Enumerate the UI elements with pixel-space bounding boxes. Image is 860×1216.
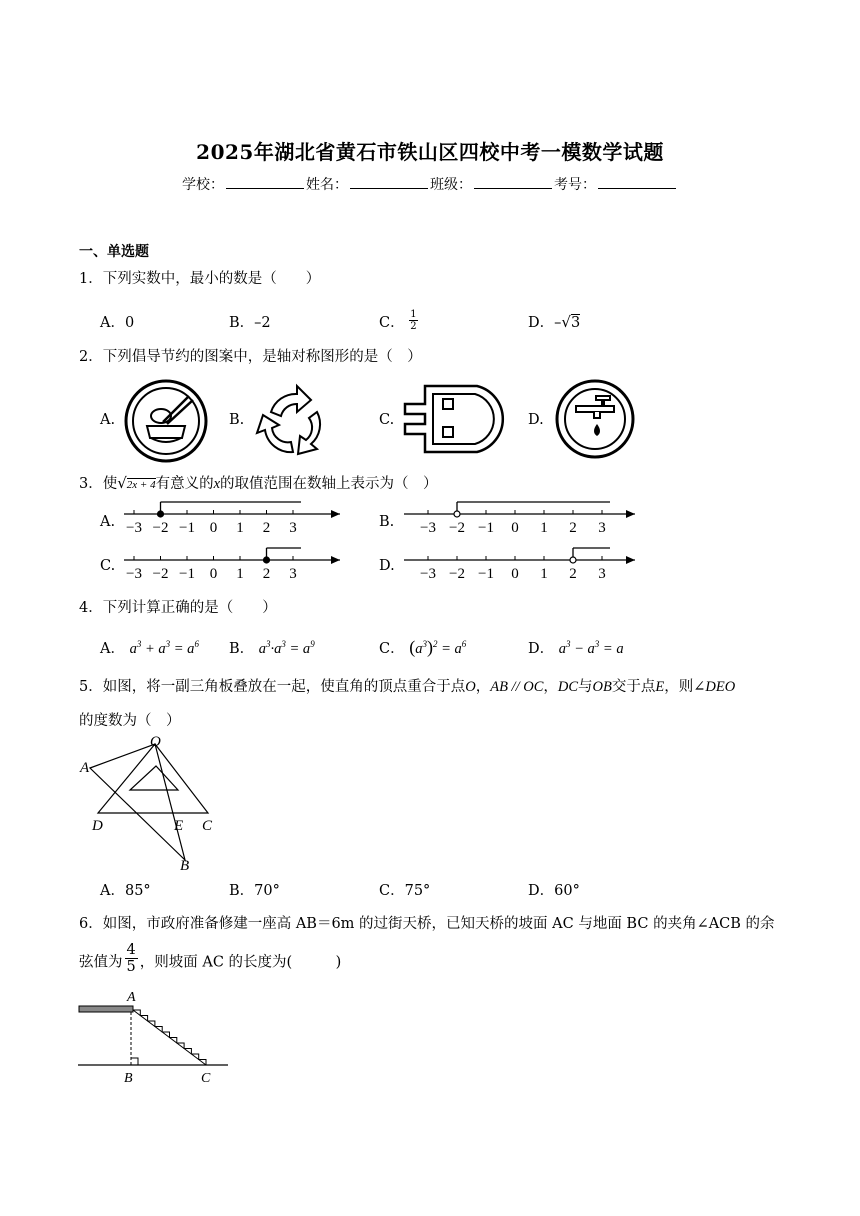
exp: 3 [136,639,142,650]
exp: 9 [310,639,315,650]
tick-label: 3 [289,566,297,582]
q6-stem-line2 [79,942,342,975]
q2-option-a: A. [100,412,116,428]
q4-stem: 4．下列计算正确的是（ ） [79,600,277,616]
tick-label: 0 [209,566,218,582]
q1-option-c-label: C． [379,315,405,331]
q4-option-b [229,637,315,658]
q4-option-c [379,637,466,658]
q1-option-d-label: D． [528,315,555,331]
label-e: E [174,818,184,834]
tick-label: −2 [152,566,169,582]
q6-frac-num: 4 [126,942,136,958]
q4-a-expr: $a^3 + a^3 = a^6$ [129,639,199,657]
solid-dot [264,557,270,563]
q4-d-label: D． [528,641,555,657]
tick-label: −3 [126,566,142,582]
label-b: B [180,858,190,874]
q1-radicand: 3 [570,315,581,331]
solid-dot [158,511,164,517]
q1-frac-num: 1 [410,308,417,320]
tick-label: 0 [511,520,519,536]
school-blank[interactable] [226,176,304,189]
label-d: D [92,818,103,834]
q2-option-c: C. [379,412,395,428]
axis-arrow-icon [626,510,635,518]
q6-frac-den: 5 [126,959,136,975]
q3-radicand: 2x + 4 [126,479,156,491]
q3-option-c: C. [100,558,116,574]
tick-label: −2 [152,520,169,536]
q1-fraction [409,309,417,332]
tick-label: 0 [209,520,218,536]
tick-label: −2 [449,566,465,582]
q1-option-d [528,311,580,332]
q5-point-o: O [465,679,476,695]
q5-option-c: C．75° [379,883,431,899]
q4-b-label: B． [229,641,255,657]
exp: 3 [281,639,286,650]
name-blank[interactable] [350,176,428,189]
q5-dc: DC [557,679,579,695]
q6-fraction [125,942,138,975]
tick-label: −1 [478,566,494,582]
q5-jiao: 交于点 [611,679,656,695]
tick-label: 2 [569,520,577,536]
q2-option-d: D. [528,412,544,428]
q4-option-a [100,637,199,658]
q2-icon-b [253,382,333,462]
q5-sep: ， [475,679,491,695]
axis-arrow-icon [331,556,340,564]
page-title: 2025年湖北省黄石市铁山区四校中考一模数学试题 [196,140,664,164]
school-label: 学校： [182,177,224,193]
label-c: C [202,818,213,834]
exp: 3 [266,639,271,650]
tick-label: −2 [449,520,465,536]
q2-icon-d [554,378,638,462]
q6-bridge-figure [76,988,236,1086]
exam-no-label: 考号： [554,177,596,193]
tick-label: −3 [126,520,142,536]
exp: 2 [432,639,438,650]
axis-arrow-icon [331,510,340,518]
q5-option-d: D．60° [528,883,580,899]
q4-c-expr: $(a^3)^2 = a^6$ [409,637,467,657]
q3-option-d: D. [379,558,395,574]
q5-option-b: B．70° [229,883,280,899]
exp: 3 [165,639,171,650]
q1-option-c [379,308,418,332]
exp: 6 [194,639,199,650]
q5-stem-pre: 5．如图，将一副三角板叠放在一起，使直角的顶点重合于点 [79,679,466,695]
exp: 3 [594,639,600,650]
q4-b-expr: $a^3\cdot a^3 = a^9$ [258,639,315,657]
q5-stem-line2: 的度数为（ ） [79,713,181,729]
tick-label: 3 [598,520,606,536]
q1-minus: – [554,315,562,331]
q5-parallel: AB // OC [490,679,544,695]
q1-stem: 1．下列实数中，最小的数是（ ） [79,271,321,287]
label-a: A [80,760,90,776]
q2-option-b: B. [229,412,245,428]
q3-stem [79,472,438,496]
q5-triangle-figure [78,732,228,872]
tick-label: 0 [511,566,519,582]
q3-numberline-b [400,496,640,534]
hollow-dot [570,557,576,563]
q3-numberline-c [120,542,345,580]
q6-pre: 弦值为 [79,954,123,971]
tick-label: 3 [289,520,297,536]
label-o: O [150,734,161,750]
q3-stem-pre: 3．使 [79,476,118,492]
axis-arrow-icon [626,556,635,564]
class-blank[interactable] [474,176,552,189]
q2-icon-c [403,383,513,455]
tick-label: 1 [540,566,548,582]
tick-label: −3 [420,520,436,536]
q4-option-d [528,637,624,658]
tick-label: 1 [236,520,244,536]
label-c: C [201,1071,211,1086]
sqrt-sign: √ [561,313,571,331]
exam-no-blank[interactable] [598,176,676,189]
q5-option-a: A．85° [100,883,151,899]
q2-stem: 2．下列倡导节约的图案中，是轴对称图形的是（ ） [79,349,422,365]
q5-ze: ，则 [664,679,694,695]
tick-label: 1 [236,566,244,582]
q5-sep: ， [543,679,558,695]
q5-ob: OB [592,679,612,695]
q3-option-a: A. [100,514,116,530]
exp: 3 [566,639,571,650]
q3-option-b: B. [379,514,395,530]
q5-angle: ∠DEO [693,679,736,695]
tick-label: −1 [179,566,195,582]
tick-label: 2 [262,520,271,536]
q2-icon-a [123,378,209,464]
q5-point-e: E [655,679,665,695]
q5-yu: 与 [578,679,593,695]
student-info [0,174,860,194]
hollow-dot [454,511,460,517]
q3-numberline-d [400,542,640,580]
exp: 6 [461,639,467,650]
tick-label: 1 [540,520,548,536]
q4-a-label: A． [100,641,125,657]
q3-variable: x [213,476,221,492]
exp: 3 [422,639,427,650]
tick-label: 2 [569,566,577,582]
q5-stem [79,676,799,698]
q1-frac-den: 2 [410,320,417,332]
label-a: A [127,990,136,1005]
q6-post: ，则坡面 AC 的长度为( ) [139,954,342,971]
q6-stem-line1: 6．如图，市政府准备修建一座高 AB＝6m 的过街天桥，已知天桥的坡面 AC 与地面 BC 的夹角∠ACB 的余 [79,916,775,932]
tick-label: −1 [478,520,494,536]
class-label: 班级： [430,177,472,193]
sqrt-sign: √ [117,474,127,492]
label-b: B [124,1071,133,1086]
q1-option-b: B．–2 [229,315,271,331]
q1-option-a: A．0 [100,315,135,331]
q3-stem-post: 的取值范围在数轴上表示为（ ） [220,476,438,492]
name-label: 姓名： [306,177,348,193]
section-heading: 一、单选题 [79,244,149,260]
tick-label: 3 [598,566,606,582]
tick-label: −3 [420,566,436,582]
q4-d-expr: $a^3 - a^3 = a$ [558,639,624,657]
q3-numberline-a [120,496,345,534]
tick-label: 2 [262,566,271,582]
q3-stem-mid: 有意义的 [155,476,214,492]
q4-c-label: C． [379,641,405,657]
tick-label: −1 [179,520,195,536]
